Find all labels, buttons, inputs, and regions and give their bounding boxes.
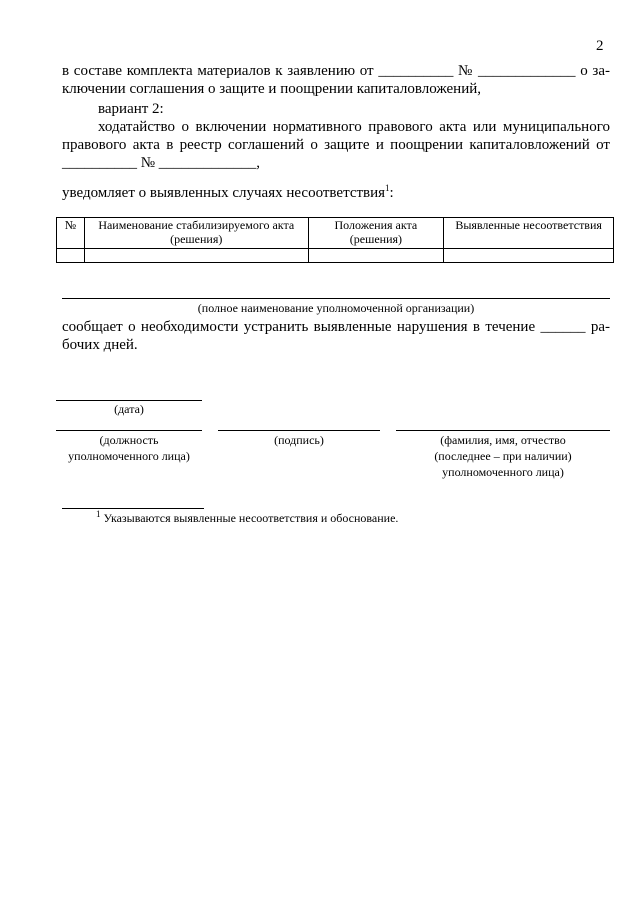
message-line2: бочих дней. <box>62 337 138 353</box>
table-cell <box>444 249 614 263</box>
page-number: 2 <box>596 38 604 54</box>
footnote-mark: 1 <box>96 509 101 519</box>
nonconformity-table <box>56 217 614 263</box>
date-caption: (дата) <box>114 402 144 416</box>
fio-caption-line3: уполномоченного лица) <box>442 465 564 479</box>
fio-caption-line1: (фамилия, имя, отчество <box>440 433 566 447</box>
table-header-row <box>57 218 614 249</box>
org-name-line <box>62 298 610 299</box>
para1-line1: в составе комплекта материалов к заявлению от __________ № _____________ о за- <box>62 63 610 79</box>
fio-caption-line2: (последнее – при наличии) <box>434 449 572 463</box>
variant-label: вариант 2: <box>98 101 164 117</box>
notice-footnote-mark: 1 <box>385 183 390 193</box>
table-cell <box>57 249 85 263</box>
position-line <box>56 430 202 431</box>
position-caption-line2: уполномоченного лица) <box>68 449 190 463</box>
para2-line2: правового акта в реестр соглашений о защите и поощрении капиталовложений от <box>62 137 610 153</box>
table-header-cell: Наименование стабилизируемого акта (решения) <box>84 218 308 249</box>
footnote-separator <box>62 508 204 509</box>
table-cell <box>84 249 308 263</box>
table-row <box>57 249 614 263</box>
notice-tail: : <box>389 185 394 201</box>
table-cell <box>308 249 444 263</box>
message-line1: сообщает о необходимости устранить выявленные нарушения в течение ______ ра- <box>62 319 610 335</box>
position-caption-line1: (должность <box>99 433 159 447</box>
notice-line <box>62 184 610 202</box>
fio-caption <box>396 432 610 480</box>
notice-text: уведомляет о выявленных случаях несоответствия <box>62 185 386 201</box>
table-header-cell: Положения акта (решения) <box>308 218 444 249</box>
para1-line2: ключении соглашения о защите и поощрении капиталовложений, <box>62 81 482 97</box>
org-caption: (полное наименование уполномоченной организации) <box>197 301 475 315</box>
para2-line1: ходатайство о включении нормативного правового акта или муниципального <box>98 119 610 135</box>
position-caption <box>42 432 216 464</box>
footnote-text: Указываются выявленные несоответствия и обоснование. <box>103 511 399 525</box>
signature-line <box>218 430 380 431</box>
table-header-cell: № <box>57 218 85 249</box>
signature-caption: (подпись) <box>274 433 324 447</box>
footnote <box>96 511 398 526</box>
table-header-cell: Выявленные несоответствия <box>444 218 614 249</box>
para2-line3: __________ № _____________, <box>62 155 261 171</box>
fio-line <box>396 430 610 431</box>
